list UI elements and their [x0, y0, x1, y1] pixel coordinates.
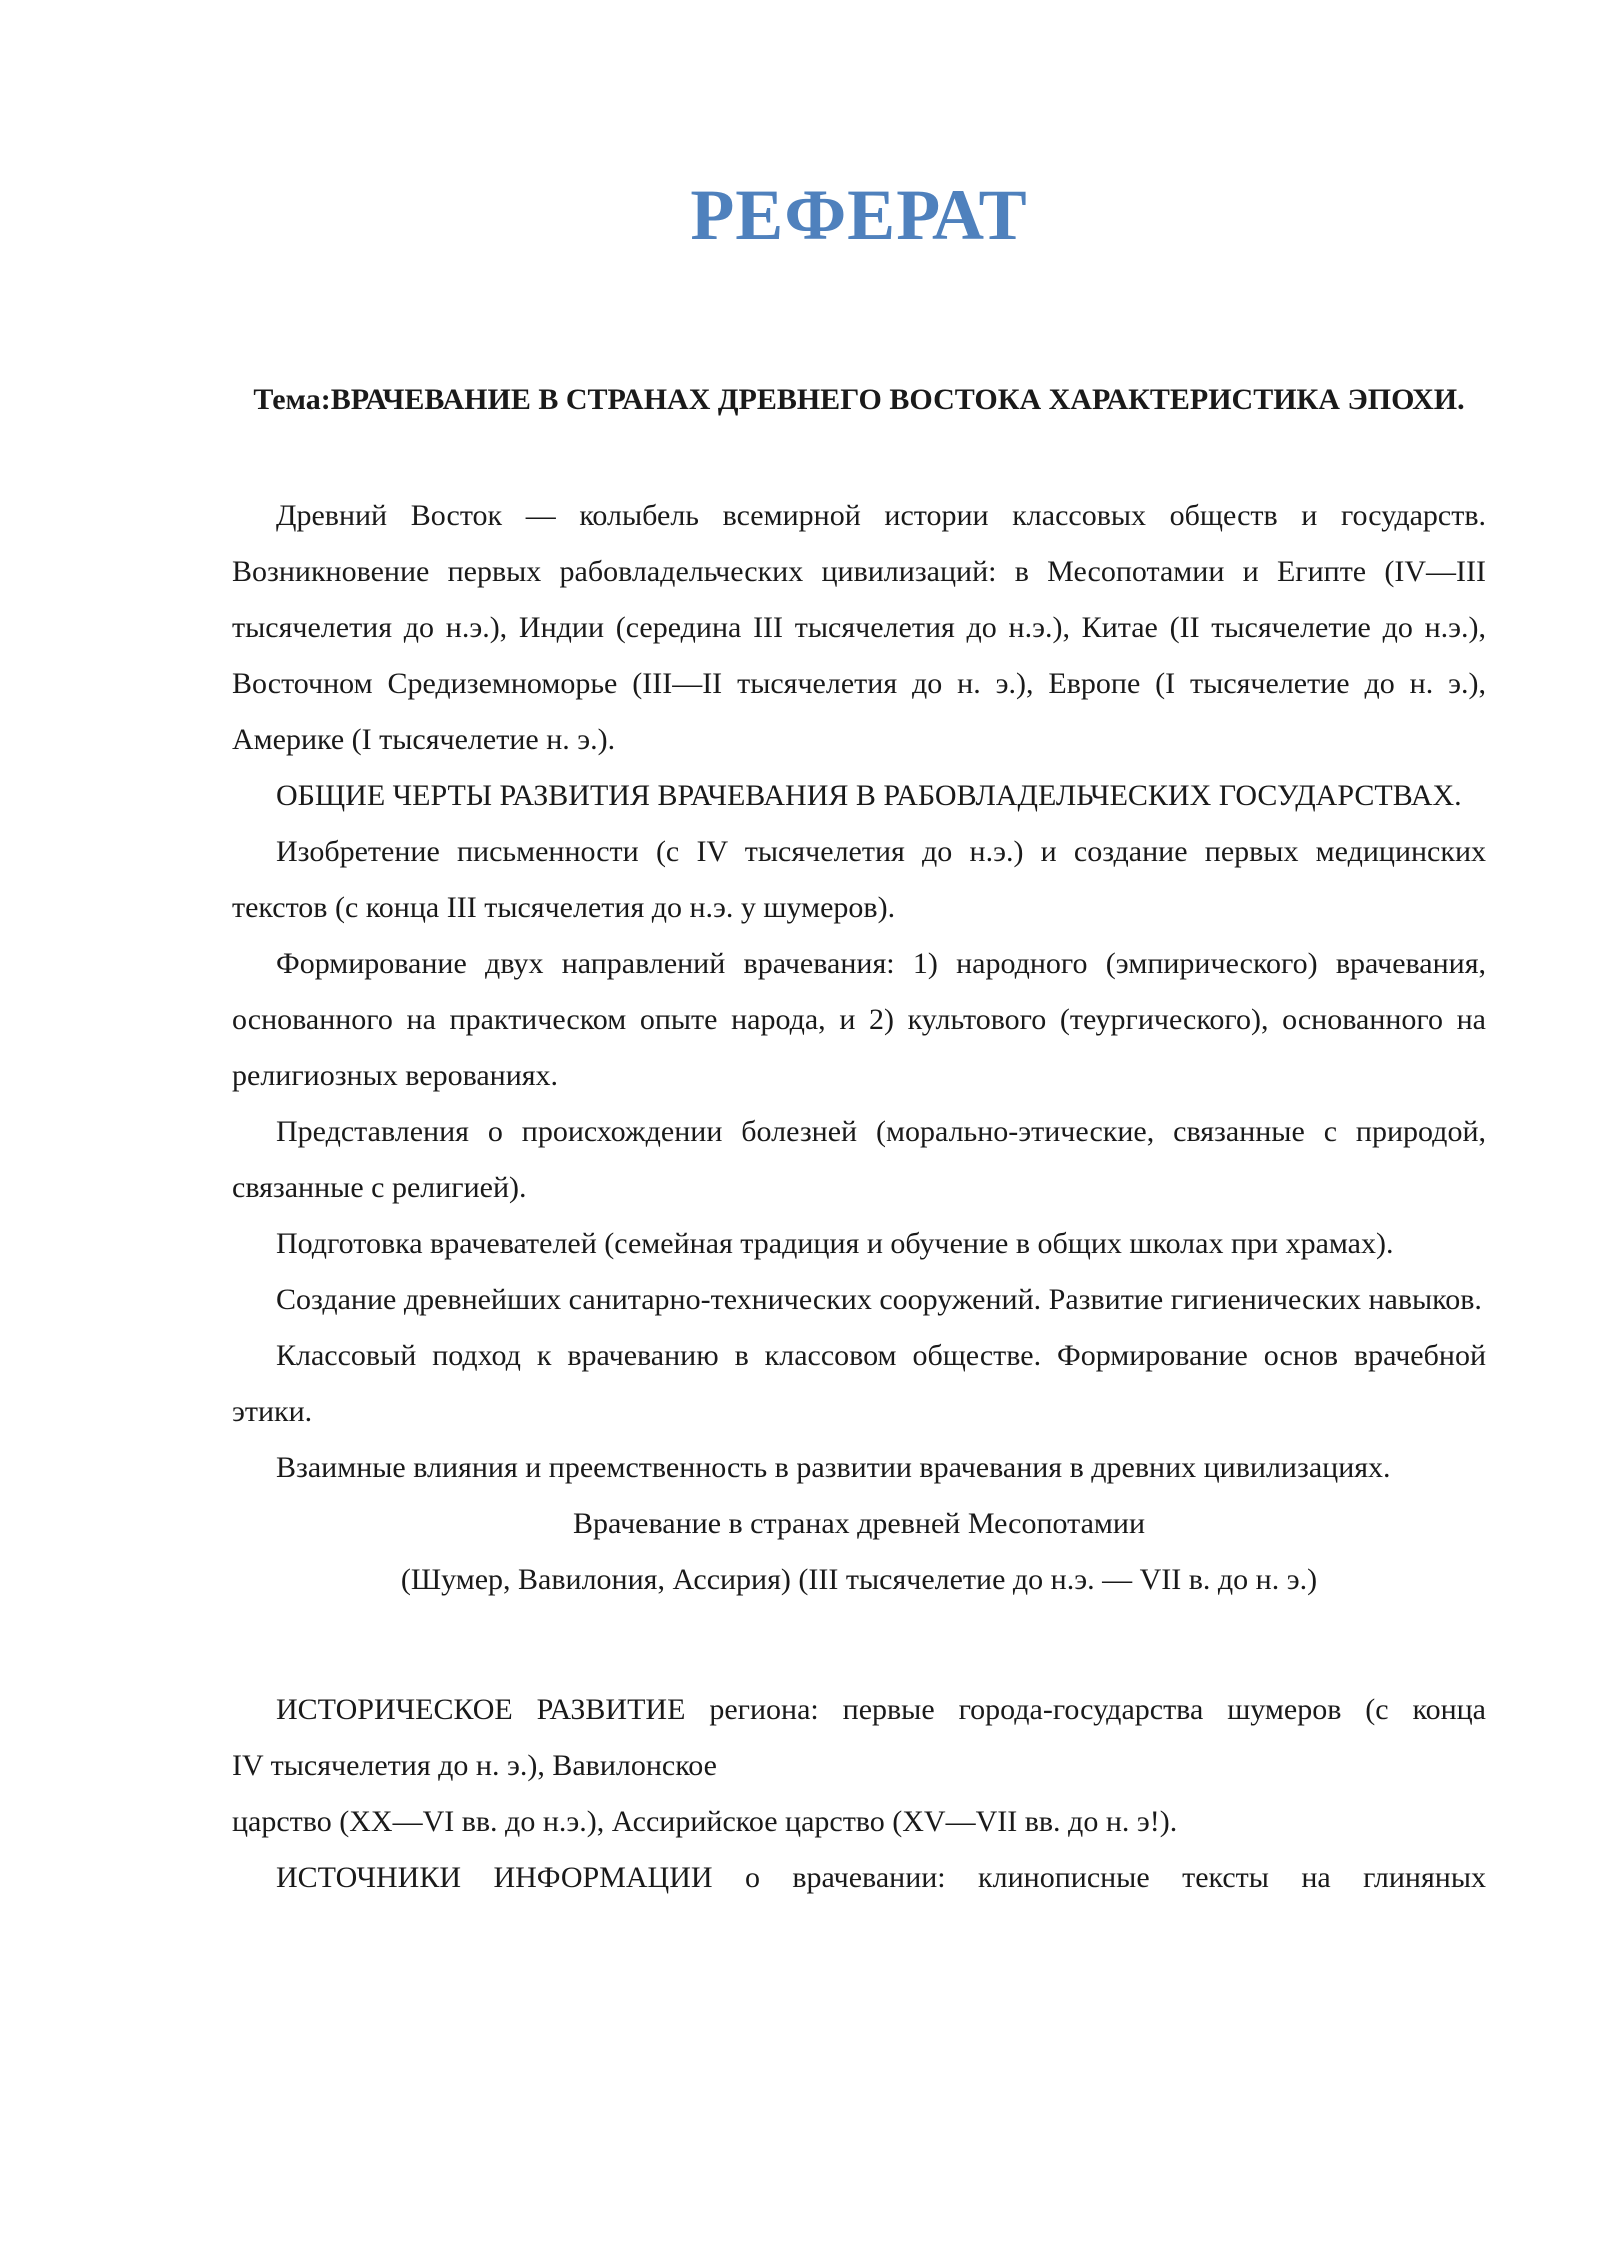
paragraph-historical-development-line3: царство (XX—VI вв. до н.э.), Ассирийское царство (XV—VII вв. до н. э!). [232, 1805, 1178, 1838]
paragraph-information-sources: ИСТОЧНИКИ ИНФОРМАЦИИ о врачевании: клинописные тексты на глиняных [276, 1861, 1486, 1894]
topic-heading: Тема:ВРАЧЕВАНИЕ В СТРАНАХ ДРЕВНЕГО ВОСТОКА ХАРАКТЕРИСТИКА ЭПОХИ. [253, 383, 1465, 416]
document-title: РЕФЕРАТ [690, 175, 1028, 255]
paragraph-historical-development: ИСТОРИЧЕСКОЕ РАЗВИТИЕ региона: первые города-государства шумеров (с конца [276, 1693, 1486, 1726]
blank-line [232, 1608, 1486, 1682]
document-body [232, 488, 1486, 1906]
paragraph-sanitary: Создание древнейших санитарно-технических сооружений. Развитие гигиенических навыков. [276, 1283, 1482, 1316]
paragraph-common-features-heading: ОБЩИЕ ЧЕРТЫ РАЗВИТИЯ ВРАЧЕВАНИЯ В РАБОВЛАДЕЛЬЧЕСКИХ ГОСУДАРСТВАХ. [276, 779, 1462, 812]
paragraph-disease-origin: Представления о происхождении болезней (морально-этические, связанные с природой, связанные с религией). [232, 1115, 1486, 1204]
paragraph-healer-training: Подготовка врачевателей (семейная традиция и обучение в общих школах при храмах). [276, 1227, 1394, 1260]
paragraph-class-approach: Классовый подход к врачеванию в классовом обществе. Формирование основ врачебной этики. [232, 1339, 1486, 1428]
paragraph-historical-development-line2: IV тысячелетия до н. э.), Вавилонское [232, 1749, 717, 1782]
paragraph-ancient-east: Древний Восток — колыбель всемирной истории классовых обществ и государств. Возникновение первых рабовладельческих цивилизаций: в Месопотамии и Египте (IV—III тысячелетия до н.э.), Индии (середина III тысячелетия до н.э.), Китае (II тысячелетие до н.э.), Восточном Средиземноморье (III—II тысячелетия до н. э.), Европе (I тысячелетие до н. э.), Америке (I тысячелетие н. э.). [232, 499, 1486, 756]
paragraph-mutual-influence: Взаимные влияния и преемственность в развитии врачевания в древних цивилизациях. [276, 1451, 1391, 1484]
section-subheading-mesopotamia: (Шумер, Вавилония, Ассирия) (III тысячелетие до н.э. — VII в. до н. э.) [400, 1563, 1318, 1596]
document-page [232, 0, 1486, 2262]
paragraph-writing: Изобретение письменности (с IV тысячелетия до н.э.) и создание первых медицинских текстов (с конца III тысячелетия до н.э. у шумеров). [232, 835, 1486, 924]
paragraph-two-directions: Формирование двух направлений врачевания: 1) народного (эмпирического) врачевания, основанного на практическом опыте народа, и 2) культового (теургического), основанного на религиозных верованиях. [232, 947, 1486, 1092]
section-heading-mesopotamia: Врачевание в странах древней Месопотамии [572, 1507, 1146, 1540]
